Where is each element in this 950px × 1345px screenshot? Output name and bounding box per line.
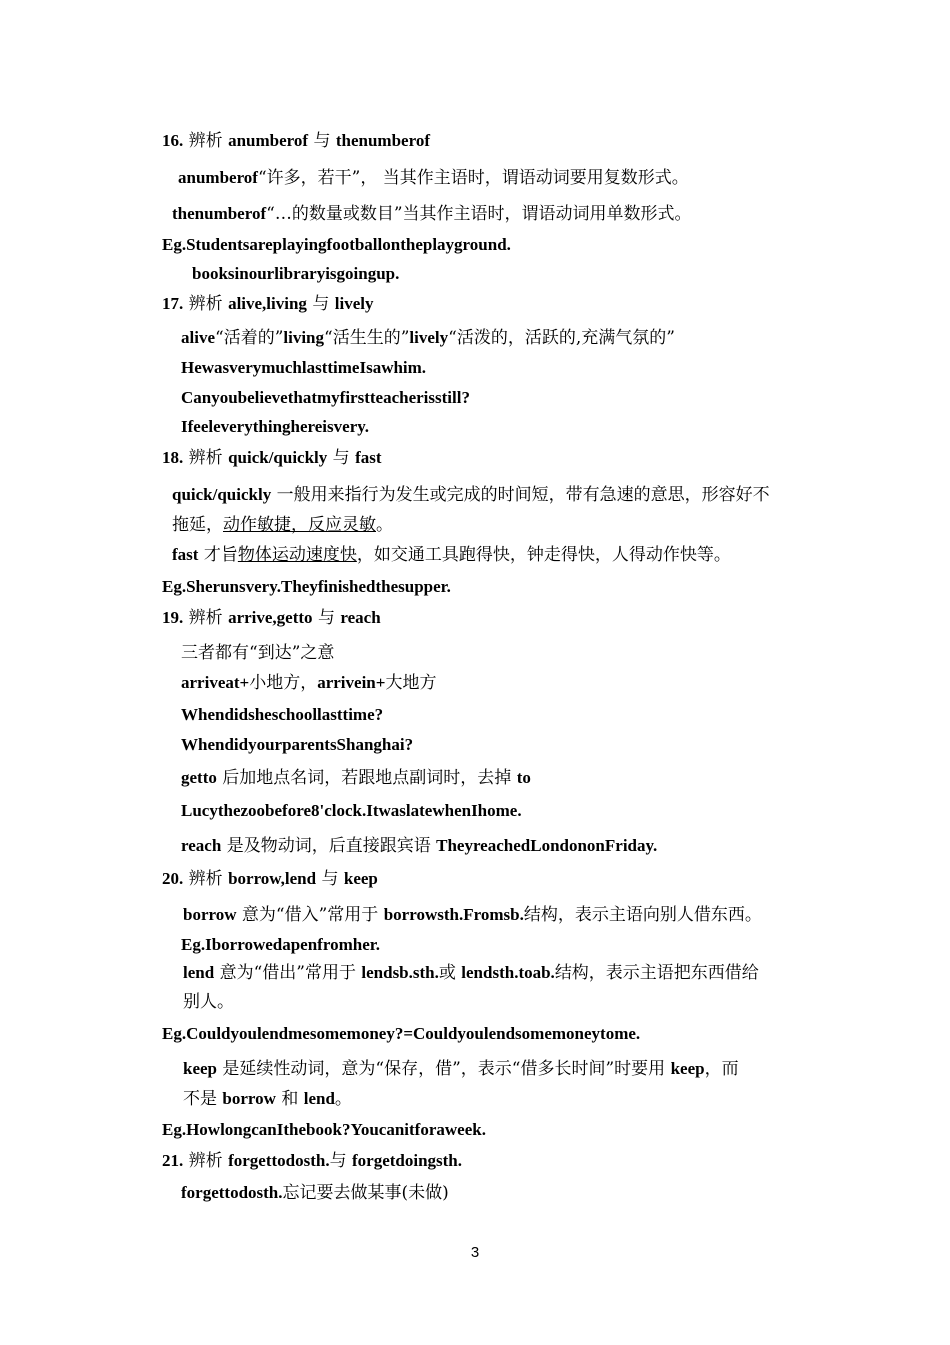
- term: keep: [183, 1059, 217, 1078]
- term: lively: [409, 328, 449, 347]
- definition-text: “…的数量或数目”当其作主语时，谓语动词用单数形式。: [266, 204, 692, 224]
- heading-conj: 与: [308, 131, 336, 151]
- term-a: alive,living: [228, 294, 307, 313]
- example-sentence: Eg.Couldyoulendmesomemoney?=Couldyoulendsomemoneytome.: [162, 1024, 641, 1043]
- example-sentence: booksinourlibraryisgoingup.: [192, 264, 400, 283]
- section-number: 17.: [162, 294, 184, 313]
- underlined-text: 物体运动速度快: [237, 545, 357, 565]
- term: borrowsth.Fromsb.: [383, 905, 524, 924]
- term: lendsth.toab.: [461, 963, 555, 982]
- section-18-heading: [162, 446, 382, 470]
- term: keep: [670, 1059, 705, 1078]
- term-b: reach: [340, 608, 381, 627]
- definition-line-cont: 别人。: [183, 992, 234, 1012]
- definition-text: 结构，表示主语向别人借东西。: [523, 905, 762, 925]
- page-number: 3: [470, 1244, 480, 1261]
- heading-prefix: 辨析: [188, 131, 229, 151]
- term-a: anumberof: [228, 131, 309, 150]
- term-b: thenumberof: [335, 131, 430, 150]
- section-number: 20.: [162, 869, 184, 888]
- section-16-heading: [162, 129, 430, 153]
- definition-text: 是及物动词，后直接跟宾语: [221, 836, 437, 856]
- section-21-heading: [162, 1149, 462, 1173]
- example-inline: TheyreachedLondononFriday.: [436, 836, 658, 855]
- heading-conj: 与: [312, 608, 341, 628]
- definition-text: 是延续性动词，意为“保存，借”，表示“借多长时间”时要用: [217, 1059, 671, 1079]
- definition-line-cont: [183, 1087, 352, 1111]
- definition-text: 意为“借出”常用于: [214, 963, 362, 983]
- definition-line: [172, 483, 770, 507]
- heading-conj: 与: [327, 448, 356, 468]
- underlined-text: 动作敏捷，反应灵敏: [223, 515, 376, 535]
- example-sentence: Canyoubelievethatmyfirstteacherisstill?: [181, 388, 470, 407]
- example-sentence: Lucythezoobefore8'clock.ItwaslatewhenIhome.: [181, 801, 522, 820]
- example-sentence: Ifeeleverythinghereisvery.: [181, 417, 370, 436]
- definition-text: 大地方: [385, 673, 437, 693]
- definition-text: 小地方，: [249, 673, 318, 693]
- term: quick/quickly: [172, 485, 272, 504]
- term: arriveat+: [181, 673, 250, 692]
- term: forgettodosth.: [181, 1183, 283, 1202]
- definition-line: [183, 1057, 739, 1081]
- term-a: quick/quickly: [228, 448, 328, 467]
- heading-conj: 与: [306, 294, 335, 314]
- definition-text: 。: [376, 515, 393, 535]
- definition-text: 结构，表示主语把东西借给: [554, 963, 759, 983]
- definition-line: [181, 326, 675, 350]
- term: thenumberof: [172, 204, 267, 223]
- term: arrivein+: [317, 673, 386, 692]
- heading-prefix: 辨析: [188, 869, 229, 889]
- definition-line: [178, 166, 689, 190]
- definition-text: “活生生的”: [324, 328, 410, 348]
- definition-text: 后加地点名词，若跟地点副词时，去掉: [216, 768, 517, 788]
- section-number: 18.: [162, 448, 184, 467]
- example-sentence: Eg.Iborrowedapenfromher.: [181, 935, 380, 954]
- definition-text: ，而: [704, 1059, 739, 1079]
- definition-line: [181, 671, 436, 695]
- term: alive: [181, 328, 215, 347]
- term: living: [283, 328, 325, 347]
- definition-line-cont: [172, 513, 393, 537]
- example-sentence: WhendidyourparentsShanghai?: [181, 735, 414, 754]
- term-a: arrive,getto: [228, 608, 313, 627]
- definition-line: [172, 543, 731, 567]
- section-number: 21.: [162, 1151, 184, 1170]
- term: lend: [303, 1089, 335, 1108]
- definition-text: 不是: [183, 1089, 223, 1109]
- definition-line: [172, 202, 692, 226]
- definition-line: [181, 766, 531, 790]
- example-sentence: Whendidsheschoollasttime?: [181, 705, 384, 724]
- definition-line: [183, 903, 762, 927]
- definition-text: ，如交通工具跑得快，钟走得快，人得动作快等。: [356, 545, 731, 565]
- term-a: borrow,lend: [228, 869, 317, 888]
- definition-text: 意为“借入”常用于: [236, 905, 384, 925]
- term-b: fast: [355, 448, 382, 467]
- heading-prefix: 辨析: [188, 294, 229, 314]
- definition-text: 一般用来指行为发生或完成的时间短，带有急速的意思，形容好不: [271, 485, 770, 505]
- definition-line: [183, 961, 759, 985]
- section-number: 19.: [162, 608, 184, 627]
- term: getto: [181, 768, 217, 787]
- definition-text: “活着的”: [215, 328, 284, 348]
- definition-text: 拖延，: [172, 515, 223, 535]
- term: borrow: [222, 1089, 276, 1108]
- term: to: [516, 768, 531, 787]
- example-sentence: Eg.HowlongcanIthebook?Youcanitforaweek.: [162, 1120, 486, 1139]
- definition-text: “活泼的，活跃的,充满气氛的”: [448, 328, 675, 348]
- definition-text: “许多，若干”， 当其作主语时，谓语动词要用复数形式。: [257, 168, 689, 188]
- term-b: forgetdoingsth.: [351, 1151, 463, 1170]
- term-a: forgettodosth.: [228, 1151, 330, 1170]
- section-number: 16.: [162, 131, 184, 150]
- definition-text: 或: [438, 963, 462, 983]
- heading-conj: 与: [316, 869, 344, 889]
- section-19-heading: [162, 606, 381, 630]
- term: lendsb.sth.: [361, 963, 439, 982]
- example-sentence: HewasverymuchlasttimeIsawhim.: [181, 358, 427, 377]
- section-17-heading: [162, 292, 373, 316]
- definition-line: [181, 1181, 449, 1205]
- heading-prefix: 辨析: [188, 1151, 229, 1171]
- term: anumberof: [178, 168, 258, 187]
- term: reach: [181, 836, 222, 855]
- term: fast: [172, 545, 199, 564]
- definition-line: [181, 834, 657, 858]
- example-sentence: Eg.Studentsareplayingfootballontheplayground.: [162, 235, 511, 254]
- definition-text: 和: [275, 1089, 304, 1109]
- intro-text: 三者都有“到达”之意: [181, 643, 335, 663]
- heading-prefix: 辨析: [188, 448, 229, 468]
- definition-text: 才旨: [198, 545, 238, 565]
- definition-text: 忘记要去做某事(未做): [282, 1183, 449, 1203]
- definition-text: 。: [334, 1089, 352, 1109]
- heading-prefix: 辨析: [188, 608, 229, 628]
- term: lend: [183, 963, 215, 982]
- term: borrow: [183, 905, 237, 924]
- term-b: keep: [343, 869, 378, 888]
- term-b: lively: [334, 294, 374, 313]
- heading-conj: 与: [329, 1151, 352, 1171]
- section-20-heading: [162, 867, 378, 891]
- example-sentence: Eg.Sherunsvery.Theyfinishedthesupper.: [162, 577, 451, 596]
